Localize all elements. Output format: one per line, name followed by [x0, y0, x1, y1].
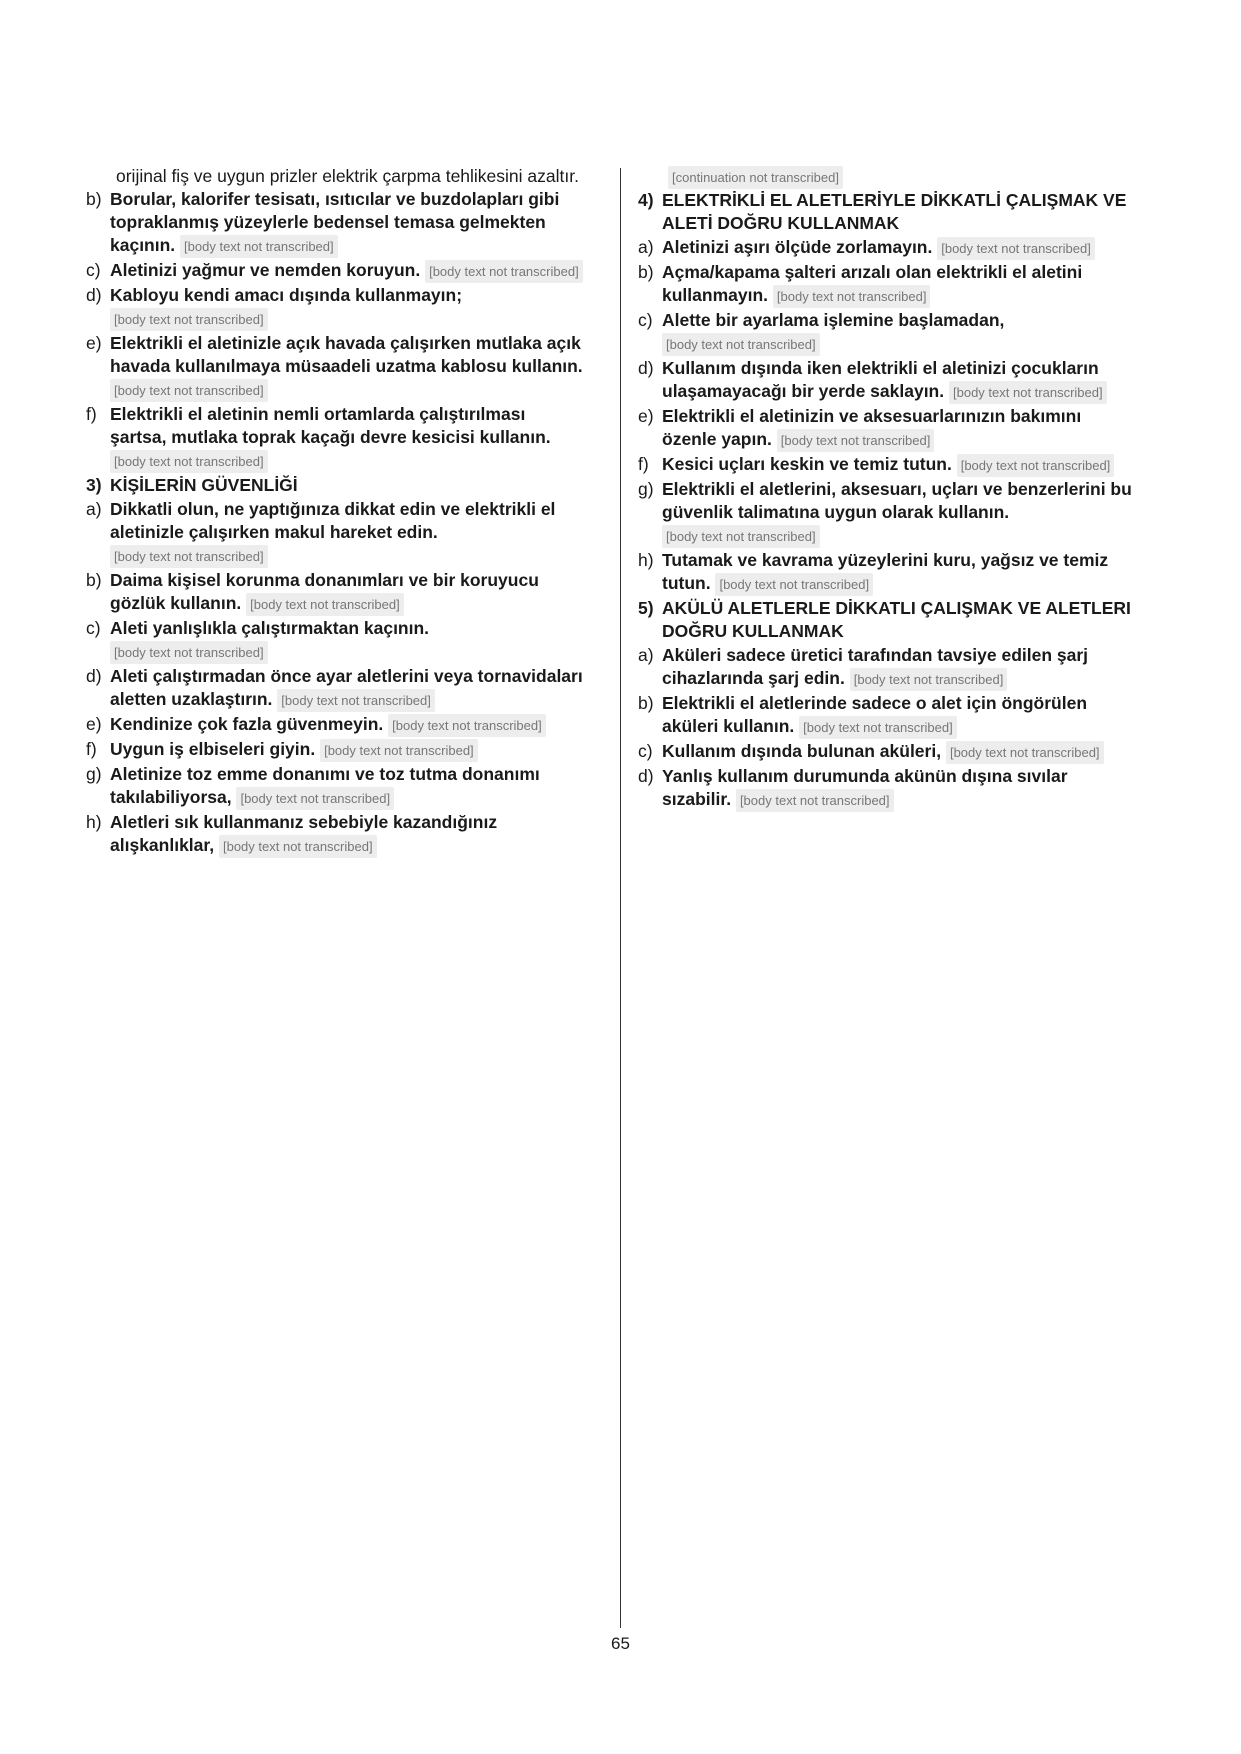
item-note: [body text not transcribed] [110, 545, 268, 568]
item-lead: Aletleri sık kullanmanız sebebiyle kazandığınız alışkanlıklar, [110, 812, 498, 855]
section-5-items [638, 644, 1138, 812]
item-marker: a) [86, 499, 102, 519]
item-note: [body text not transcribed] [110, 641, 268, 664]
list-item [86, 713, 586, 737]
item-marker: h) [638, 550, 654, 570]
item-marker: b) [638, 693, 654, 713]
item-marker: b) [86, 189, 102, 209]
section-4-header [638, 189, 1138, 235]
item-lead: Dikkatli olun, ne yaptığınıza dikkat edin ve elektrikli el aletinizle çalışırken makul hareket edin. [110, 499, 556, 542]
list-item [86, 259, 586, 283]
list-item [86, 738, 586, 762]
list-item [638, 644, 1138, 691]
item-note: [body text not transcribed] [799, 716, 957, 739]
list-item [638, 478, 1138, 548]
section-4-items [638, 236, 1138, 596]
item-lead: Aleti çalıştırmadan önce ayar aletlerini veya tornavidaları aletten uzaklaştırın. [110, 666, 583, 709]
list-item [638, 740, 1138, 764]
item-marker: d) [638, 358, 654, 378]
item-lead: Elektrikli el aletinin nemli ortamlarda çalıştırılması şartsa, mutlaka toprak kaçağı devre kesicisi kullanın. [110, 404, 551, 447]
item-lead: Daima kişisel korunma donanımları ve bir koruyucu gözlük kullanın. [110, 570, 539, 613]
item-marker: a) [638, 645, 654, 665]
item-lead: Açma/kapama şalteri arızalı olan elektrikli el aletini kullanmayın. [662, 262, 1083, 305]
item-marker: g) [638, 479, 654, 499]
section-5-header [638, 597, 1138, 643]
item-note: [body text not transcribed] [246, 593, 404, 616]
item-note: [body text not transcribed] [110, 379, 268, 402]
item-lead: Elektrikli el aletlerinde sadece o alet için öngörülen aküleri kullanın. [662, 693, 1088, 736]
item-marker: f) [86, 739, 97, 759]
item-note: [body text not transcribed] [850, 668, 1008, 691]
item-note: [body text not transcribed] [937, 237, 1095, 260]
item-marker: h) [86, 812, 102, 832]
right-column [638, 165, 1138, 813]
list-item [638, 357, 1138, 404]
item-lead: Aküleri sadece üretici tarafından tavsiye edilen şarj cihazlarında şarj edin. [662, 645, 1089, 688]
item-note: [body text not transcribed] [773, 285, 931, 308]
item-marker: d) [86, 666, 102, 686]
list-item [86, 498, 586, 568]
item-lead: Kullanım dışında bulunan aküleri, [662, 741, 942, 761]
list-item [86, 811, 586, 858]
section-3-items [86, 498, 586, 858]
item-lead: Uygun iş elbiseleri giyin. [110, 739, 316, 759]
list-item [638, 765, 1138, 812]
item-note: [body text not transcribed] [236, 787, 394, 810]
item-lead: Aleti yanlışlıkla çalıştırmaktan kaçının. [110, 618, 430, 638]
section-4-title: ELEKTRİKLİ EL ALETLERİYLE DİKKATLİ ÇALIŞMAK VE ALETİ DOĞRU KULLANMAK [662, 190, 1127, 233]
item-marker: f) [86, 404, 97, 424]
item-note: [body text not transcribed] [662, 525, 820, 548]
item-lead: Aletinizi aşırı ölçüde zorlamayın. [662, 237, 933, 257]
item-marker: c) [638, 741, 653, 761]
item-lead: Aletinizi yağmur ve nemden koruyun. [110, 260, 421, 280]
list-item [638, 236, 1138, 260]
item-marker: d) [638, 766, 654, 786]
item-marker: e) [86, 333, 102, 353]
column-divider [620, 168, 621, 1628]
item-note: [body text not transcribed] [425, 260, 583, 283]
list-item [638, 261, 1138, 308]
item-note: [body text not transcribed] [388, 714, 546, 737]
section-5-number: 5) [638, 598, 654, 618]
item-lead: Kesici uçları keskin ve temiz tutun. [662, 454, 952, 474]
section-5-title: AKÜLÜ ALETLERLE DİKKATLI ÇALIŞMAK VE ALETLERI DOĞRU KULLANMAK [662, 598, 1131, 641]
item-note: [body text not transcribed] [219, 835, 377, 858]
section-3-title: KİŞİLERİN GÜVENLİĞİ [110, 475, 298, 495]
item-lead: Borular, kalorifer tesisatı, ısıtıcılar ve buzdolapları gibi topraklanmış yüzeylerle bedensel temasa gelmekten kaçının. [110, 189, 560, 255]
item-lead: Alette bir ayarlama işlemine başlamadan, [662, 310, 1005, 330]
left-continuation: orijinal fiş ve uygun prizler elektrik çarpma tehlikesini azaltır. [116, 166, 579, 186]
list-item [86, 188, 586, 258]
item-note: [body text not transcribed] [715, 573, 873, 596]
item-lead: Kendinize çok fazla güvenmeyin. [110, 714, 384, 734]
item-lead: Elektrikli el aletlerini, aksesuarı, uçları ve benzerlerini bu güvenlik talimatına uygun olarak kullanın. [662, 479, 1132, 522]
item-marker: e) [86, 714, 102, 734]
list-item [86, 569, 586, 616]
list-item [86, 617, 586, 664]
list-item [638, 453, 1138, 477]
list-item [86, 284, 586, 331]
item-note: [body text not transcribed] [957, 454, 1115, 477]
item-marker: b) [86, 570, 102, 590]
list-item [638, 549, 1138, 596]
item-note: [body text not transcribed] [180, 235, 338, 258]
item-note: [body text not transcribed] [110, 450, 268, 473]
item-lead: Aletinize toz emme donanımı ve toz tutma donanımı takılabiliyorsa, [110, 764, 540, 807]
item-note: [body text not transcribed] [277, 689, 435, 712]
item-lead: Kabloyu kendi amacı dışında kullanmayın; [110, 285, 463, 305]
item-note: [body text not transcribed] [949, 381, 1107, 404]
item-lead: Kullanım dışında iken elektrikli el aletinizi çocukların ulaşamayacağı bir yerde saklayın. [662, 358, 1099, 401]
item-marker: e) [638, 406, 654, 426]
item-lead: Elektrikli el aletinizle açık havada çalışırken mutlaka açık havada kullanılmaya müsaadeli uzatma kablosu kullanın. [110, 333, 583, 376]
item-note: [body text not transcribed] [110, 308, 268, 331]
item-marker: c) [86, 618, 101, 638]
right-continuation: [continuation not transcribed] [668, 166, 843, 189]
item-marker: d) [86, 285, 102, 305]
list-item [638, 692, 1138, 739]
item-note: [body text not transcribed] [736, 789, 894, 812]
item-lead: Elektrikli el aletinizin ve aksesuarlarınızın bakımını özenle yapın. [662, 406, 1082, 449]
item-marker: a) [638, 237, 654, 257]
item-marker: b) [638, 262, 654, 282]
section-3-number: 3) [86, 475, 102, 495]
item-marker: g) [86, 764, 102, 784]
left-column [86, 165, 586, 859]
section-4-number: 4) [638, 190, 654, 210]
item-lead: Tutamak ve kavrama yüzeylerini kuru, yağsız ve temiz tutun. [662, 550, 1109, 593]
list-item [86, 332, 586, 402]
item-note: [body text not transcribed] [662, 333, 820, 356]
section-3-header [86, 474, 586, 497]
item-note: [body text not transcribed] [946, 741, 1104, 764]
item-lead: Yanlış kullanım durumunda akünün dışına sıvılar sızabilir. [662, 766, 1068, 809]
item-note: [body text not transcribed] [320, 739, 478, 762]
list-item [638, 309, 1138, 356]
left-items [86, 188, 586, 473]
list-item [86, 763, 586, 810]
item-marker: f) [638, 454, 649, 474]
item-note: [body text not transcribed] [777, 429, 935, 452]
page-number: 65 [611, 1634, 630, 1653]
list-item [638, 405, 1138, 452]
item-marker: c) [86, 260, 101, 280]
list-item [86, 665, 586, 712]
list-item [86, 403, 586, 473]
item-marker: c) [638, 310, 653, 330]
